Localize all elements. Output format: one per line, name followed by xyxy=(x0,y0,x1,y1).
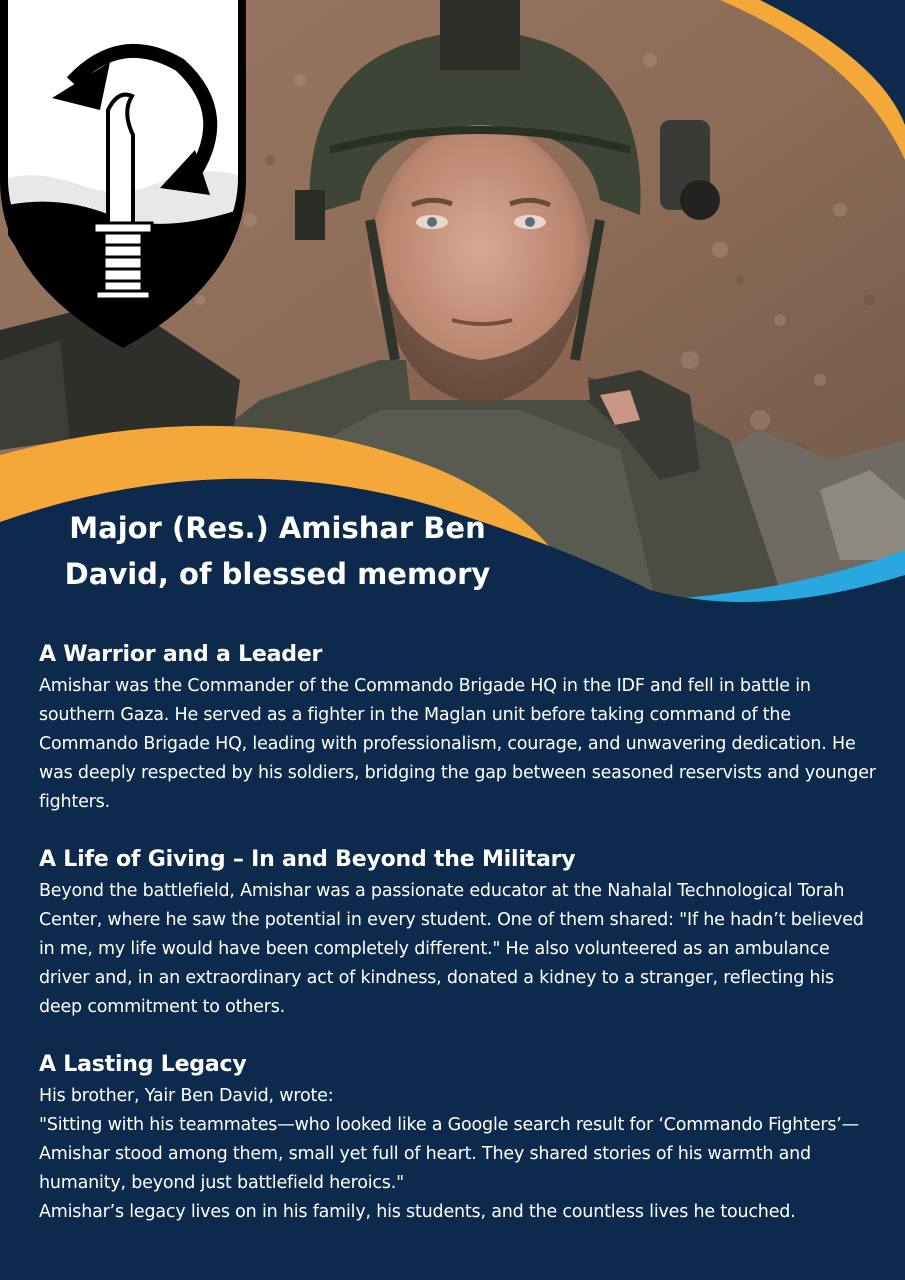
title-line-2: David, of blessed memory xyxy=(64,557,491,591)
section-body: Amishar was the Commander of the Commando Brigade HQ in the IDF and fell in battle in southern Gaza. He served as a fighter in the Maglan unit before taking command of the Commando Brigade HQ, leading with professionalism, courage, and unwavering dedication. He was deeply respected by his soldiers, bridging the gap between seasoned reservists and younger fighters. xyxy=(39,676,876,812)
section-body: Beyond the battlefield, Amishar was a passionate educator at the Nahalal Technological Torah Center, where he saw the potential in every student. One of them shared: "If he hadn’t believed in me, my life would have been completely different." He also volunteered as an ambulance driver and, in an extraordinary act of kindness, donated a kidney to a stranger, reflecting his deep commitment to others. xyxy=(39,881,864,1017)
section-life-of-giving xyxy=(39,845,879,1022)
section-heading: A Lasting Legacy xyxy=(39,1052,247,1077)
section-warrior-leader xyxy=(39,640,879,817)
section-heading: A Life of Giving – In and Beyond the Military xyxy=(39,847,576,872)
section-quote: "Sitting with his teammates—who looked like a Google search result for ‘Commando Fighters’—Amishar stood among them, small yet full of heart. They shared stories of his warmth and humanity, beyond just battlefield heroics." xyxy=(39,1115,859,1193)
biography xyxy=(39,640,879,1255)
title-line-1: Major (Res.) Amishar Ben xyxy=(69,511,486,545)
page-title xyxy=(40,505,515,597)
section-heading: A Warrior and a Leader xyxy=(39,642,323,667)
section-line: His brother, Yair Ben David, wrote: xyxy=(39,1086,334,1106)
section-line: Amishar’s legacy lives on in his family, his students, and the countless lives he touched. xyxy=(39,1202,796,1222)
commando-brigade-shield-icon xyxy=(0,0,246,350)
section-lasting-legacy xyxy=(39,1050,879,1227)
